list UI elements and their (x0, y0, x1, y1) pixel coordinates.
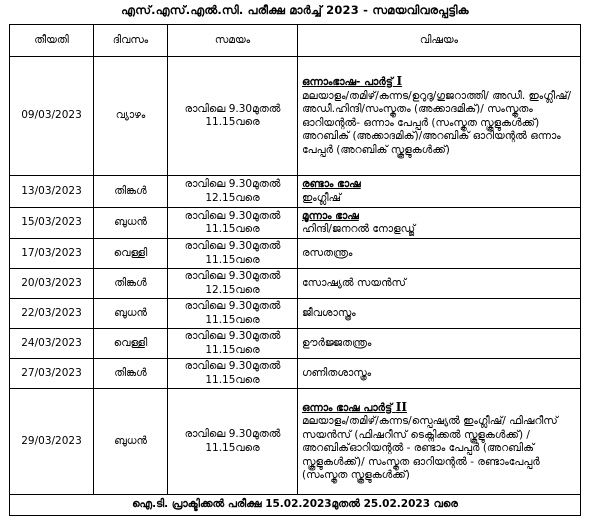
time-cell: രാവിലെ 9.30മുതൽ 11.15വരെ (168, 389, 298, 495)
page-title: എസ്.എസ്.എൽ.സി. പരീക്ഷ മാർച്ച് 2023 - സമയവിവരപ്പട്ടിക (121, 3, 469, 17)
subject-heading-text: ഒന്നാം ഭാഷ പാർട്ട് (302, 401, 393, 414)
subject-cell (298, 389, 581, 495)
subject-cell (298, 57, 581, 176)
time-cell: രാവിലെ 9.30മുതൽ 11.15വരെ (168, 359, 298, 389)
header-date: തീയതി (10, 25, 94, 57)
subject-heading-part: II (395, 399, 407, 414)
table-row (10, 239, 581, 269)
time-cell: രാവിലെ 9.30മുതൽ 11.15വരെ (168, 299, 298, 329)
date-cell: 13/03/2023 (10, 176, 94, 208)
subject-cell: ഗണിതശാസ്ത്രം (298, 359, 581, 389)
subject-body: ഹിന്ദി/ജനറൽ നോളഡ്ജ് (302, 223, 416, 235)
day-cell: വ്യാഴം (94, 57, 168, 176)
day-cell: തിങ്കൾ (94, 359, 168, 389)
day-cell: ബുധൻ (94, 208, 168, 239)
subject-cell (298, 176, 581, 208)
subject-heading: മൂന്നാം ഭാഷ (302, 209, 359, 222)
time-cell: രാവിലെ 9.30മുതൽ 11.15വരെ (168, 208, 298, 239)
subject-cell (298, 208, 581, 239)
subject-body: ഇംഗ്ലീഷ് (302, 191, 342, 204)
date-cell: 15/03/2023 (10, 208, 94, 239)
subject-body: മലയാളം/തമിഴ്/കന്നട/ഉറുദു/ഗുജറാത്തി/ അഡീ. ഇംഗ്ലീഷ്/അഡീ.ഹിന്ദി/സംസ്കൃതം (അക്കാദമിക്)/ സംസ്കൃതം ഓറിയന്റൽ- ഒന്നാം പേപ്പർ (സംസ്കൃത സ്കൂളുകൾക്ക്) അറബിക് (അക്കാദമിക്)/അറബിക് ഓറിയന്റൽ ഒന്നാം പേപ്പർ (അറബിക് സ്കൂളുകൾക്ക്) (302, 89, 572, 156)
date-cell: 17/03/2023 (10, 239, 94, 269)
time-cell: രാവിലെ 9.30മുതൽ 11.15വരെ (168, 57, 298, 176)
day-cell: ബുധൻ (94, 299, 168, 329)
table-body (10, 57, 581, 516)
day-cell: വെള്ളി (94, 239, 168, 269)
date-cell: 27/03/2023 (10, 359, 94, 389)
subject-cell: രസതന്ത്രം (298, 239, 581, 269)
time-cell: രാവിലെ 9.30മുതൽ 11.15വരെ (168, 239, 298, 269)
table-row (10, 359, 581, 389)
table-row (10, 299, 581, 329)
table-row (10, 208, 581, 239)
date-cell: 22/03/2023 (10, 299, 94, 329)
exam-timetable (9, 24, 581, 516)
footer-row (10, 495, 581, 516)
date-cell: 29/03/2023 (10, 389, 94, 495)
date-cell: 09/03/2023 (10, 57, 94, 176)
subject-body: മലയാളം/തമിഴ്/കന്നട/സ്പെഷ്യൽ ഇംഗ്ലീഷ്/ ഫിഷറീസ് സയൻസ് (ഫിഷറീസ് ടെക്നിക്കൽ സ്കൂളുകൾക്ക്) /അറബിക്ഓറിയന്റൽ - രണ്ടാം പേപ്പർ (അറബിക് സ്കൂളുകൾക്ക്)/ സംസ്കൃത ഓറിയന്റൽ - രണ്ടാംപേപ്പർ (സംസ്കൃത സ്കൂളുകൾക്ക്) (302, 415, 558, 481)
subject-heading (302, 399, 407, 414)
table-row (10, 329, 581, 359)
table-row (10, 57, 581, 176)
subject-heading (302, 76, 402, 88)
subject-cell: സോഷ്യൽ സയൻസ് (298, 269, 581, 299)
header-subject: വിഷയം (298, 25, 581, 57)
day-cell: ബുധൻ (94, 389, 168, 495)
time-cell: രാവിലെ 9.30മുതൽ 12.15വരെ (168, 176, 298, 208)
time-cell: രാവിലെ 9.30മുതൽ 12.15വരെ (168, 269, 298, 299)
time-cell: രാവിലെ 9.30മുതൽ 11.15വരെ (168, 329, 298, 359)
subject-heading-part: I (396, 74, 403, 88)
day-cell: തിങ്കൾ (94, 269, 168, 299)
footer-note: ഐ.ടി. പ്രാക്ടിക്കൽ പരീക്ഷ 15.02.2023മുതൽ 25.02.2023 വരെ (10, 495, 581, 516)
subject-heading-text: ഒന്നാംഭാഷ- പാർട്ട് (302, 76, 393, 88)
subject-cell: ജീവശാസ്ത്രം (298, 299, 581, 329)
table-row (10, 269, 581, 299)
table-row (10, 176, 581, 208)
date-cell: 24/03/2023 (10, 329, 94, 359)
day-cell: തിങ്കൾ (94, 176, 168, 208)
header-time: സമയം (168, 25, 298, 57)
day-cell: വെള്ളി (94, 329, 168, 359)
table-row (10, 389, 581, 495)
header-row (10, 25, 581, 57)
date-cell: 20/03/2023 (10, 269, 94, 299)
subject-cell: ഊർജ്ജതന്ത്രം (298, 329, 581, 359)
subject-heading: രണ്ടാം ഭാഷ (302, 178, 361, 190)
header-day: ദിവസം (94, 25, 168, 57)
